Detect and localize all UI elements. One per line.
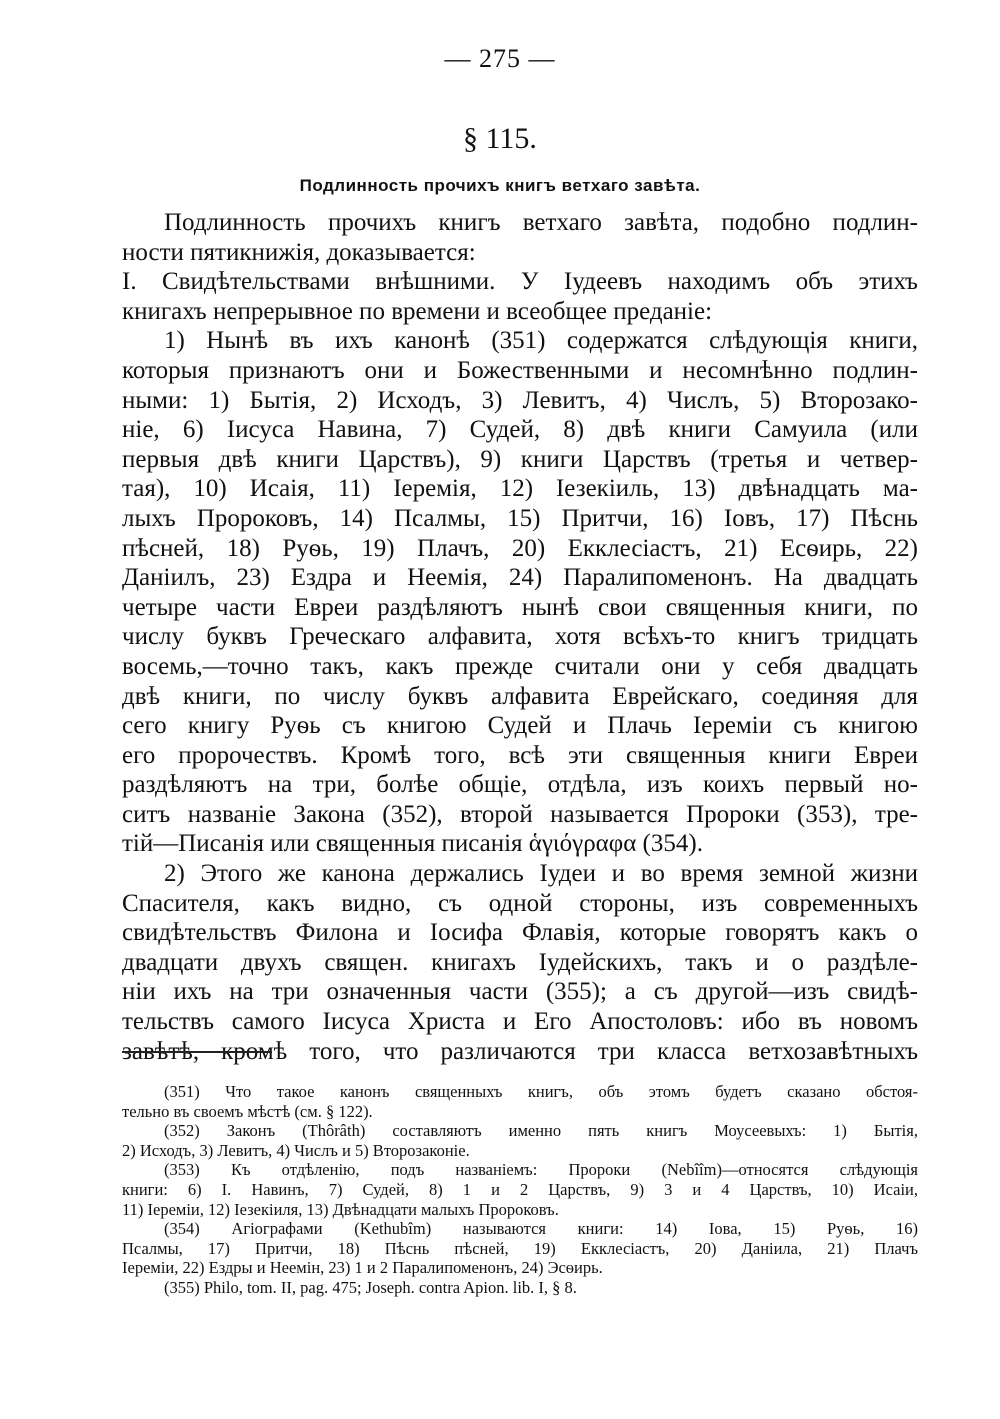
body-line: Даніилъ, 23) Ездра и Неемія, 24) Паралипоменонъ. На двадцать xyxy=(122,564,918,592)
body-line: двадцати двухъ священ. книгахъ Іудейскихъ, такъ и о раздѣле- xyxy=(122,948,918,976)
body-line: первыя двѣ книги Царствъ), 9) книги Царствъ (третья и четвер- xyxy=(122,445,918,473)
body-line: 1) Нынѣ въ ихъ канонѣ (351) содержатся слѣдующія книги, xyxy=(164,327,918,355)
body-line: числу буквъ Греческаго алфавита, хотя всѣхъ-то книгъ тридцать xyxy=(122,623,918,651)
main-text xyxy=(122,208,918,1066)
body-line: Спасителя, какъ видно, съ одной стороны, изъ современныхъ xyxy=(122,889,918,917)
body-line: книгахъ непрерывное по времени и всеобщее преданіе: xyxy=(122,297,713,325)
body-line: 2) Этого же канона держались Іудеи и во время земной жизни xyxy=(164,860,918,888)
footnote-line: тельно въ своемъ мѣстѣ (см. § 122). xyxy=(122,1101,373,1121)
body-line: ніе, 6) Іисуса Навина, 7) Судей, 8) двѣ книги Самуила (или xyxy=(122,416,918,444)
section-title: Подлинность прочихъ книгъ ветхаго завѣта. xyxy=(299,176,701,195)
body-line: завѣтѣ, кромѣ того, что различаются три класса ветхозавѣтныхъ xyxy=(122,1037,918,1065)
footnote-line: (353) Къ отдѣленію, подъ названіемъ: Пророки (Nebîîm)—относятся слѣдующія xyxy=(164,1160,918,1180)
body-line: тельствъ самого Іисуса Христа и Его Апостоловъ: ибо въ новомъ xyxy=(122,1008,918,1036)
body-line: двѣ книги, по числу буквъ алфавита Еврейскаго, соединяя для xyxy=(122,682,918,710)
body-line: лыхъ Пророковъ, 14) Псалмы, 15) Притчи, 16) Іовъ, 17) Пѣснь xyxy=(122,504,918,532)
footnote-line: 2) Исходъ, 3) Левитъ, 4) Числъ и 5) Второзаконіе. xyxy=(122,1140,470,1160)
footnote-line: (355) Philo, tom. II, pag. 475; Joseph. contra Apion. lib. I, § 8. xyxy=(164,1277,577,1297)
body-line: восемь,—точно такъ, какъ прежде считали они у себя двадцать xyxy=(122,652,918,680)
footnote-line: 11) Іереміи, 12) Іезекіиля, 13) Двѣнадцати малыхъ Пророковъ. xyxy=(122,1199,559,1219)
body-line: ситъ названіе Закона (352), второй называется Пророки (353), тре- xyxy=(122,800,918,828)
body-line: его пророчествъ. Кромѣ того, всѣ эти священныя книги Евреи xyxy=(122,741,918,769)
body-line: четыре части Евреи раздѣляютъ нынѣ свои священныя книги, по xyxy=(122,593,918,621)
footnote-line: (352) Законъ (Thôrâth) составляютъ именно пять книгъ Моусеевыхъ: 1) Бытія, xyxy=(164,1121,918,1141)
body-line: ности пятикнижія, доказывается: xyxy=(122,238,476,266)
footnote-line: (354) Агіографами (Kethubîm) называются книги: 14) Іова, 15) Руѳь, 16) xyxy=(164,1219,918,1239)
footnote-line: Іереміи, 22) Ездры и Неемін, 23) 1 и 2 Паралипоменонъ, 24) Эсѳирь. xyxy=(122,1258,603,1278)
body-line: I. Свидѣтельствами внѣшними. У Іудеевъ находимъ объ этихъ xyxy=(122,268,918,296)
footnote-line: (351) Что такое канонъ священныхъ книгъ, объ этомъ будетъ сказано обстоя- xyxy=(164,1082,918,1101)
footnote-line: Псалмы, 17) Притчи, 18) Пѣснь пѣсней, 19) Екклесіастъ, 20) Даніила, 21) Плачъ xyxy=(122,1238,918,1258)
body-line: пѣсней, 18) Руѳь, 19) Плачъ, 20) Екклесіастъ, 21) Есѳирь, 22) xyxy=(122,534,918,562)
body-line: свидѣтельствъ Филона и Іосифа Флавія, которые говорятъ какъ о xyxy=(122,919,918,947)
body-line: раздѣляютъ на три, болѣе общіе, отдѣла, изъ коихъ первый но- xyxy=(122,771,918,799)
body-line: которыя признаютъ они и Божественными и несомнѣнно подлин- xyxy=(122,356,918,384)
footnotes xyxy=(122,1082,918,1298)
body-line: ніи ихъ на три означенныя части (355); а съ другой—изъ свидѣ- xyxy=(122,978,918,1006)
body-line: тій—Писанія или священныя писанія ἁγιόγραφα (354). xyxy=(122,830,703,858)
section-number: § 115. xyxy=(463,122,537,155)
body-line: ными: 1) Бытія, 2) Исходъ, 3) Левитъ, 4) Числъ, 5) Второзако- xyxy=(122,386,918,414)
footnote-divider xyxy=(122,1051,272,1053)
body-line: сего книгу Руѳь съ книгою Судей и Плачь Іереміи съ книгою xyxy=(122,712,918,740)
footnote-line: книги: 6) I. Навинъ, 7) Судей, 8) 1 и 2 Царствъ, 9) 3 и 4 Царствъ, 10) Исаіи, xyxy=(122,1179,918,1199)
body-line: Подлинность прочихъ книгъ ветхаго завѣта, подобно подлин- xyxy=(164,209,918,236)
body-line: тая), 10) Исаія, 11) Іеремія, 12) Іезекіиль, 13) двѣнадцать ма- xyxy=(122,475,918,503)
page-number: — 275 — xyxy=(444,44,556,73)
